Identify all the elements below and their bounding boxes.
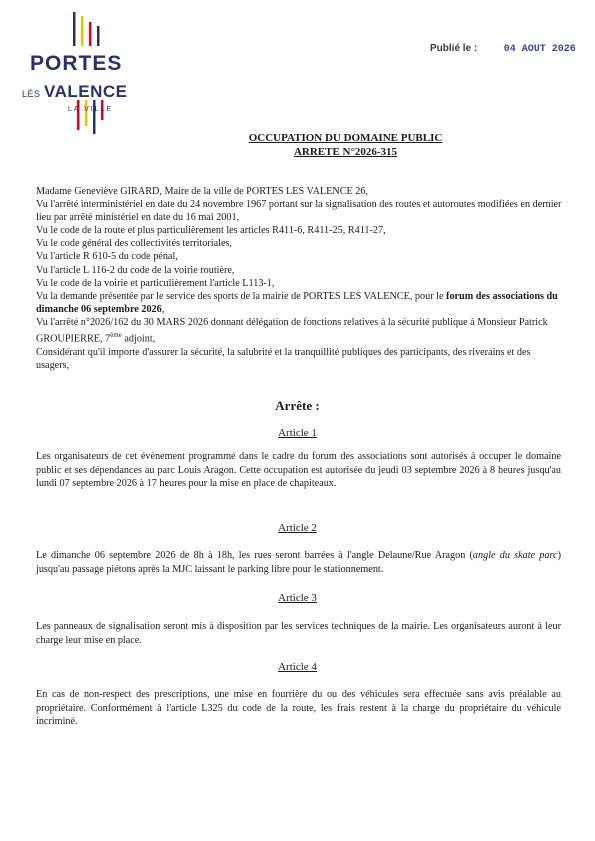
article-2-text-italic: angle du skate parc [472, 550, 558, 561]
logo-bar [73, 12, 76, 46]
logo-bar [97, 26, 100, 46]
article-1-body [36, 450, 561, 491]
published-date: 04 AOUT 2026 [503, 44, 576, 55]
visas-block [36, 185, 564, 372]
article-4-text: En cas de non-respect des prescriptions, une mise en fourrière du ou des véhicules sera effectuée sans avis préalable au propriétaire. Conformément à l'article L325 du code de la route, les frais restent à la charge du propriétaire du véhicule incriminé. [36, 689, 561, 728]
logo-line2-prefix: LÈS [22, 89, 41, 99]
document-title: OCCUPATION DU DOMAINE PUBLIC [248, 132, 443, 144]
article-2-text [36, 549, 561, 576]
published-label: Publié le : [430, 43, 478, 54]
article-2-text-before: Le dimanche 06 septembre 2026 de 8h à 18h, les rues seront barrées à l'angle Delaune/Rue Aragon ( [36, 550, 473, 561]
article-1-title: Article 1 [278, 427, 317, 439]
logo-bar [89, 22, 92, 46]
logo-line3: LA VILLE [68, 106, 114, 113]
visa-delegation-sup: ème [110, 331, 122, 340]
article-4-title: Article 4 [278, 661, 317, 673]
visa-request-end: , [161, 303, 165, 315]
visa-line: Vu le code général des collectivités territoriales, [36, 238, 232, 250]
visa-line: Vu l'arrêté interministériel en date du 24 novembre 1967 portant sur la signalisation des routes et autoroutes modifiées en dernier lieu par arrêté ministériel en date du 16 mai 2001, [36, 199, 562, 224]
article-3-body [36, 620, 561, 647]
arrete-number: ARRETE N°2026-315 [293, 146, 398, 158]
article-3-text: Les panneaux de signalisation seront mis à disposition par les services techniques de la mairie. Les organisateurs auront à leur charge leur mise en place. [36, 621, 561, 646]
article-4-body [36, 688, 561, 729]
visa-considering: Considérant qu'il importe d'assurer la sécurité, la salubrité et la tranquillité publiques des participants, des riverains et des usagers, [36, 346, 531, 371]
logo-line1: PORTES [30, 52, 123, 75]
article-3-title: Article 3 [278, 592, 317, 604]
city-logo [22, 12, 152, 134]
article-2-title: Article 2 [278, 522, 317, 534]
article-2-text-after: ) jusqu'au passage piétons après la MJC laissant le parking libre pour le stationnement. [36, 550, 561, 575]
visa-line: Madame Geneviève GIRARD, Maire de la ville de PORTES LES VALENCE 26, [36, 186, 369, 197]
visa-line: Vu l'article L 116-2 du code de la voirie routière, [36, 264, 235, 276]
visa-line: Vu le code de la voirie et particulièrement l'article L113-1, [36, 277, 275, 289]
arrete-heading: Arrête : [275, 398, 320, 413]
visa-request [36, 290, 564, 316]
visa-delegation-end: adjoint, [121, 333, 156, 345]
article-1-text: Les organisateurs de cet évènement programmé dans le cadre du forum des associations sont autorisés à occuper le domaine public et ses dépendances au parc Louis Aragon. Cette occupation est autorisée du jeudi 03 septembre 2026 à 8 heures jusqu'au lundi 07 septembre 2026 à 17 heures pour la mise en place de chapiteaux. [36, 451, 561, 490]
visa-request-event: forum des associations du dimanche 06 septembre 2026 [36, 290, 558, 315]
logo-bar [77, 100, 80, 130]
logo-bar [81, 16, 84, 46]
visa-request-text: Vu la demande présentée par le service des sports de la mairie de PORTES LES VALENCE, pour le [36, 290, 447, 302]
logo-bar [85, 100, 88, 126]
published-stamp [430, 38, 576, 56]
visa-delegation [36, 316, 564, 346]
logo-line2: VALENCE [44, 82, 128, 101]
article-2-body [36, 549, 561, 576]
visa-delegation-text: Vu l'arrêté n°2026/162 du 30 MARS 2026 donnant délégation de fonctions relatives à la sécurité publique à Monsieur Patrick GROUPIERRE, 7 [36, 316, 548, 345]
visa-line: Vu l'article R 610-5 du code pénal, [36, 251, 178, 263]
visa-line: Vu le code de la route et plus particulièrement les articles R411-6, R411-25, R411-27, [36, 225, 386, 237]
